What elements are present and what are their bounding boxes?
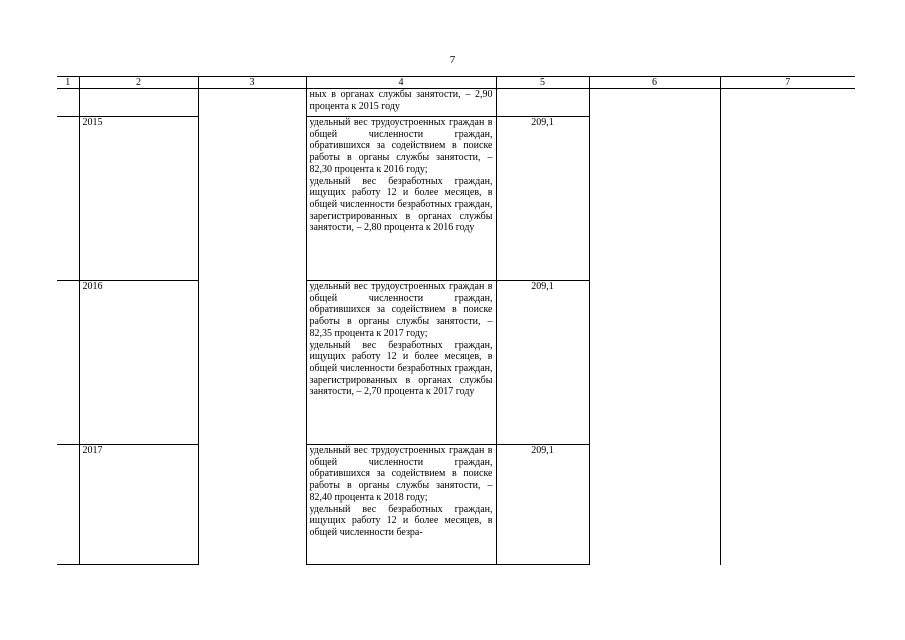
value-cell <box>496 89 589 117</box>
year-cell <box>79 89 198 117</box>
column-header-6: 6 <box>589 77 720 89</box>
year-cell: 2016 <box>79 281 198 445</box>
value-cell: 209,1 <box>496 117 589 281</box>
row-cell-col1 <box>57 281 79 445</box>
page-number: 7 <box>449 54 456 66</box>
row-cell-col6 <box>589 89 720 565</box>
value-cell: 209,1 <box>496 445 589 565</box>
indicator-text-cell <box>306 281 496 445</box>
value-cell: 209,1 <box>496 281 589 445</box>
indicator-text-cell <box>306 445 496 565</box>
indicator-paragraph: удельный вес безработных граждан, ищущих работу 12 и более месяцев, в общей численности безработных граждан, зарегистрированных в органах службы занятости, – 2,70 процента к 2017 году <box>309 339 493 398</box>
indicator-paragraph: удельный вес трудоустроенных граждан в общей численности граждан, обратившихся за содействием в поиске работы в органы службы занятости, – 82,30 процента к 2016 году; <box>309 117 493 175</box>
table-row <box>57 89 855 117</box>
column-number-row <box>57 77 855 89</box>
row-cell-col7 <box>720 89 855 565</box>
column-header-2: 2 <box>79 77 198 89</box>
row-cell-col3 <box>198 89 306 565</box>
indicator-paragraph: удельный вес трудоустроенных граждан в общей численности граждан, обратившихся за содействием в поиске работы в органы службы занятости, – 82,40 процента к 2018 году; <box>309 445 493 503</box>
column-header-7: 7 <box>720 77 855 89</box>
indicator-text-cell <box>306 89 496 117</box>
row-cell-col1 <box>57 89 79 117</box>
row-cell-col1 <box>57 445 79 565</box>
indicator-paragraph: удельный вес трудоустроенных граждан в общей численности граждан, обратившихся за содействием в поиске работы в органы службы занятости, – 82,35 процента к 2017 году; <box>309 281 493 339</box>
year-cell: 2017 <box>79 445 198 565</box>
column-header-5: 5 <box>496 77 589 89</box>
column-header-3: 3 <box>198 77 306 89</box>
year-cell: 2015 <box>79 117 198 281</box>
indicator-text-cell <box>306 117 496 281</box>
program-table <box>57 76 855 565</box>
indicator-paragraph: удельный вес безработных граждан, ищущих работу 12 и более месяцев, в общей численности безра- <box>309 503 493 538</box>
indicator-paragraph: удельный вес безработных граждан, ищущих работу 12 и более месяцев, в общей численности безработных граждан, зарегистрированных в органах службы занятости, – 2,80 процента к 2016 году <box>309 175 493 234</box>
indicator-paragraph: ных в органах службы занятости, – 2,90 процента к 2015 году <box>309 89 493 112</box>
row-cell-col1 <box>57 117 79 281</box>
column-header-4: 4 <box>306 77 496 89</box>
column-header-1: 1 <box>57 77 79 89</box>
